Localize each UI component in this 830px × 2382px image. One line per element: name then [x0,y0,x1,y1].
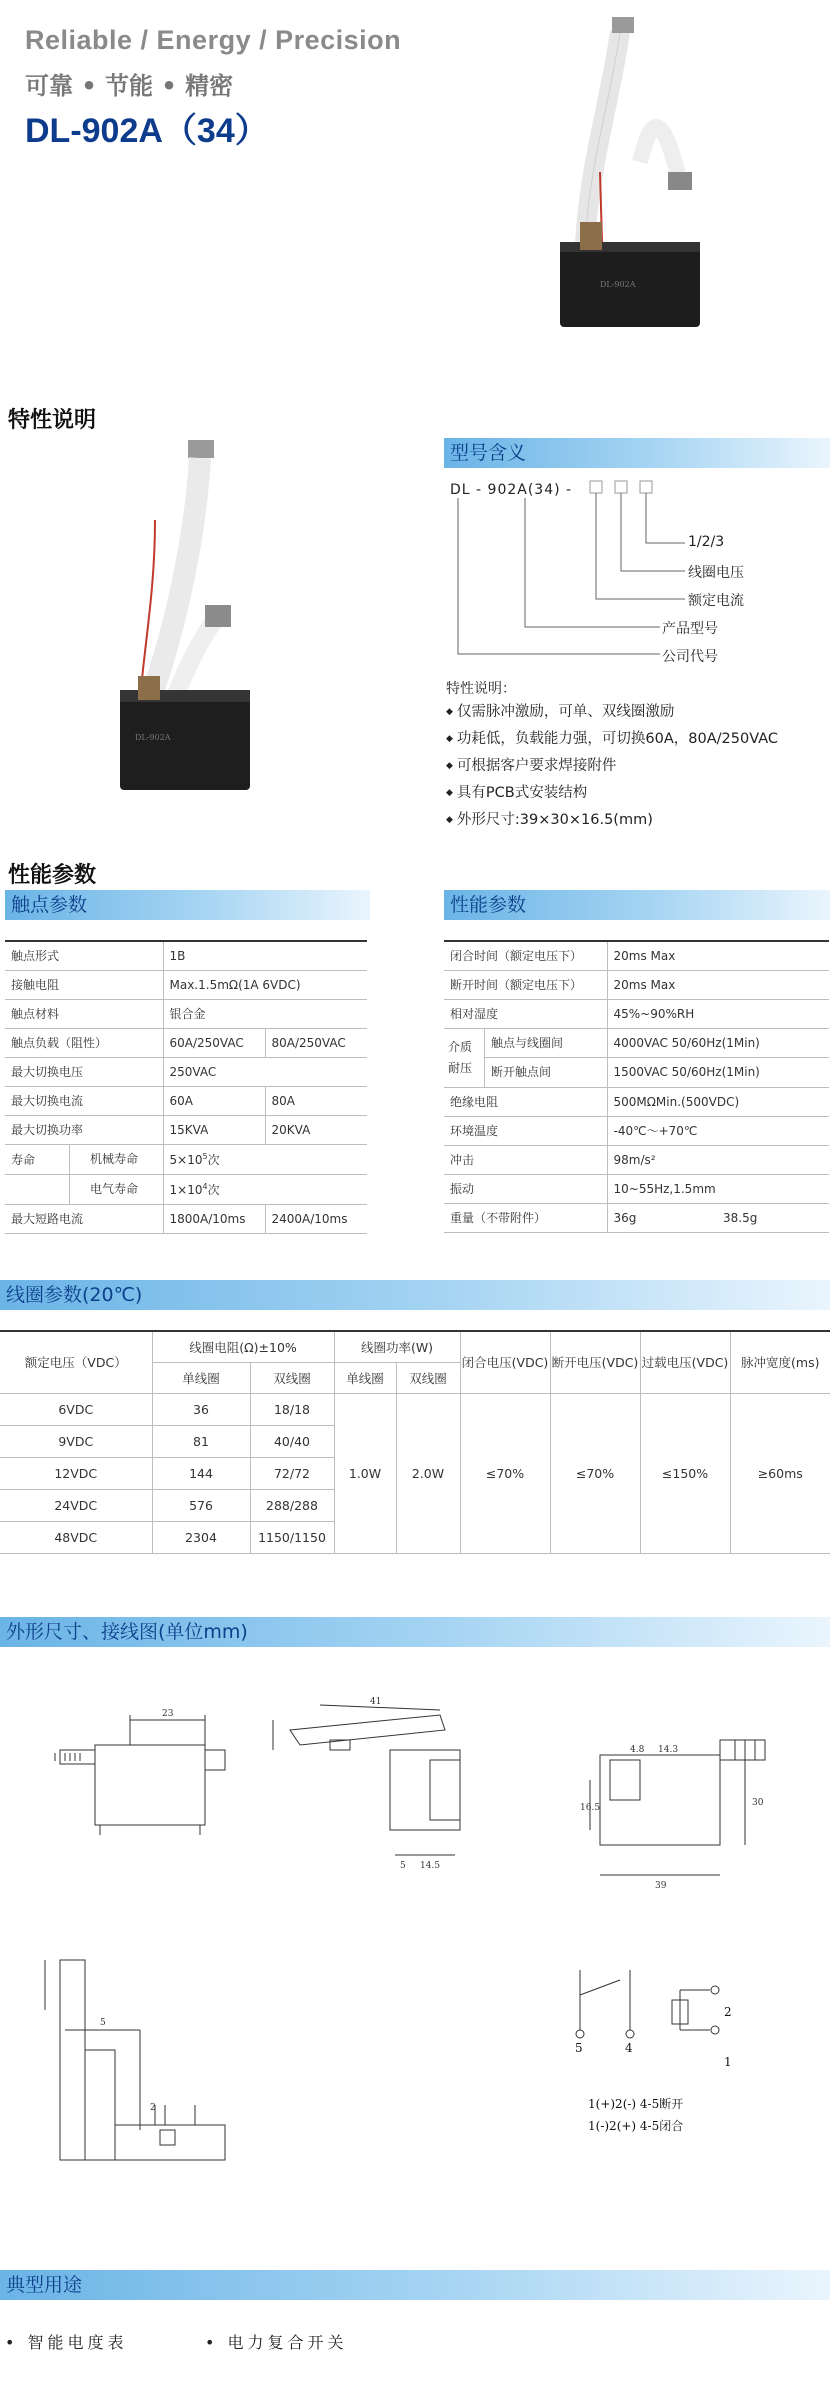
usage-item: • 智能电度表 [5,2333,128,2352]
dimension-drawing [0,1650,830,2210]
th-open-voltage: 断开电压(VDC) [550,1331,640,1393]
features-heading: 特性说明 [8,408,97,433]
pin-2: 2 [724,2005,732,2019]
feature-item: ◆ 功耗低，负载能力强，可切换60A，80A/250VAC [446,727,778,754]
cell: ≥60ms [730,1393,830,1553]
code-label-company-code: 公司代号 [662,649,718,665]
svg-text:DL-902A: DL-902A [135,733,171,742]
performance-heading: 性能参数 [8,863,97,888]
cell: 10~55Hz,1.5mm [607,1174,829,1203]
contact-table [5,940,367,1234]
cell-life-group [5,1144,163,1174]
cell: 绝缘电阻 [444,1087,607,1116]
cell: 触点负载（阻性） [5,1028,163,1057]
cell: 60A/250VAC [163,1028,265,1057]
cell: ≤150% [640,1393,730,1553]
cell: 触点材料 [5,999,163,1028]
header-en-title: Reliable / Energy / Precision [25,25,402,55]
cell: 环境温度 [444,1116,607,1145]
cell: 1.0W [334,1393,396,1553]
cell: 2.0W [396,1393,460,1553]
cell-elec-life-group [5,1174,163,1204]
code-label-rated-current: 额定电流 [688,593,744,609]
code-label-product-model: 产品型号 [662,621,718,637]
cell-mech-life: $5\times 10^5$次 [163,1144,367,1174]
dim-4-8: 4.8 [630,1745,645,1755]
cell: 576 [152,1489,250,1521]
cell: 72/72 [250,1457,334,1489]
coil-table [0,1330,830,1554]
cell: 断开触点间 [491,1064,552,1079]
cell: 银合金 [163,999,367,1028]
cell-dielectric-group [444,1028,607,1087]
contact-params-bar: 触点参数 [5,890,370,920]
cell: 81 [152,1425,250,1457]
performance-table [444,940,829,1233]
product-photo-features [110,440,260,800]
th-pow-single: 单线圈 [334,1362,396,1393]
cell: 144 [152,1457,250,1489]
dim-14-3: 14.3 [658,1745,679,1755]
cell: 20ms Max [607,941,829,970]
th-res-double: 双线圈 [250,1362,334,1393]
cell: 18/18 [250,1393,334,1425]
cell: 2304 [152,1521,250,1553]
th-resistance: 线圈电阻(Ω)±10% [152,1331,334,1362]
cell: 250VAC [163,1057,367,1086]
th-res-single: 单线圈 [152,1362,250,1393]
cell: 1B [163,941,367,970]
performance-params-bar: 性能参数 [444,890,830,920]
th-pulse: 脉冲宽度(ms) [730,1331,830,1393]
th-over-voltage: 过载电压(VDC) [640,1331,730,1393]
cell-elec-life: $1\times 10^4$次 [163,1174,367,1204]
feature-item: ◆ 具有PCB式安装结构 [446,781,778,808]
feature-item: ◆ 外形尺寸:39×30×16.5(mm) [446,808,778,835]
dim-30: 30 [752,1798,764,1808]
dim-5: 5 [400,1861,406,1871]
model-code-string: DL - 902A(34) - [450,482,573,498]
product-model: DL-902A（34） [25,112,269,150]
pin-5: 5 [575,2041,583,2055]
cell: 振动 [444,1174,607,1203]
code-label-coil-voltage: 线圈电压 [688,565,744,581]
cell: 断开时间（额定电压下） [444,970,607,999]
cell: 最大切换功率 [5,1115,163,1144]
cell: 触点形式 [5,941,163,970]
cell: 重量（不带附件） [444,1203,607,1232]
cell: Max.1.5mΩ(1A 6VDC) [163,970,367,999]
usage-item: • 电力复合开关 [205,2333,348,2352]
cell: 36 [152,1393,250,1425]
header-cn-title: 可靠 • 节能 • 精密 [25,72,234,100]
cell: 6VDC [0,1393,152,1425]
cell: 9VDC [0,1425,152,1457]
cell: 40/40 [250,1425,334,1457]
dim-16-5: 16.5 [580,1803,601,1813]
dim-5b: 5 [100,2018,106,2028]
cell: 1500VAC 50/60Hz(1Min) [607,1058,829,1088]
cell: 机械寿命 [69,1145,163,1174]
cell: 最大短路电流 [5,1204,163,1233]
cell: 冲击 [444,1145,607,1174]
code-label-variant: 1/2/3 [688,534,725,550]
cell: 24VDC [0,1489,152,1521]
cell: ≤70% [460,1393,550,1553]
cell: 80A [265,1086,367,1115]
cell: 4000VAC 50/60Hz(1Min) [607,1028,829,1058]
cell: 电气寿命 [69,1175,163,1204]
dim-23: 23 [162,1709,174,1719]
cell: 触点与线圈间 [485,1029,607,1058]
dim-41: 41 [370,1697,382,1707]
cell: 接触电阻 [5,970,163,999]
cell: 45%~90%RH [607,999,829,1028]
cell: 80A/250VAC [265,1028,367,1057]
pin-1: 1 [724,2055,732,2069]
pin-4: 4 [625,2041,633,2055]
cell: 38.5g [717,1203,829,1232]
cell: 1800A/10ms [163,1204,265,1233]
model-code-bar: 型号含义 [444,438,830,468]
cell-life-label: 寿命 [11,1152,36,1167]
legend-close: 1(-)2(+) 4-5闭合 [588,2119,684,2133]
cell-dielectric-label: 介质耐压 [448,1039,473,1075]
product-photo-top [530,12,710,342]
cell: 15KVA [163,1115,265,1144]
cell: 48VDC [0,1521,152,1553]
dim-14-5: 14.5 [420,1861,441,1871]
legend-open: 1(+)2(-) 4-5断开 [588,2097,684,2111]
cell: 1150/1150 [250,1521,334,1553]
th-pow-double: 双线圈 [396,1362,460,1393]
cell: 98m/s² [607,1145,829,1174]
cell: 36g [607,1203,717,1232]
th-close-voltage: 闭合电压(VDC) [460,1331,550,1393]
dim-39: 39 [655,1881,667,1891]
usage-bar: 典型用途 [0,2270,830,2300]
coil-params-bar: 线圈参数(20℃) [0,1280,830,1310]
cell: 20KVA [265,1115,367,1144]
cell: 相对湿度 [444,999,607,1028]
cell: 最大切换电压 [5,1057,163,1086]
cell: 288/288 [250,1489,334,1521]
cell: 60A [163,1086,265,1115]
cell: ≤70% [550,1393,640,1553]
cell: 闭合时间（额定电压下） [444,941,607,970]
feature-item: ◆ 可根据客户要求焊接附件 [446,754,778,781]
cell: 2400A/10ms [265,1204,367,1233]
cell: -40℃～+70℃ [607,1116,829,1145]
cell: 最大切换电流 [5,1086,163,1115]
th-voltage: 额定电压（VDC） [0,1331,152,1393]
svg-text:DL-902A: DL-902A [600,280,636,289]
dim-2: 2 [150,2103,156,2113]
th-power: 线圈功率(W) [334,1331,460,1362]
cell: 12VDC [0,1457,152,1489]
features-intro: 特性说明： [446,681,516,697]
dims-bar: 外形尺寸、接线图(单位mm) [0,1617,830,1647]
cell: 500MΩMin.(500VDC) [607,1087,829,1116]
features-list [446,700,778,835]
cell: 20ms Max [607,970,829,999]
feature-item: ◆ 仅需脉冲激励，可单、双线圈激励 [446,700,778,727]
